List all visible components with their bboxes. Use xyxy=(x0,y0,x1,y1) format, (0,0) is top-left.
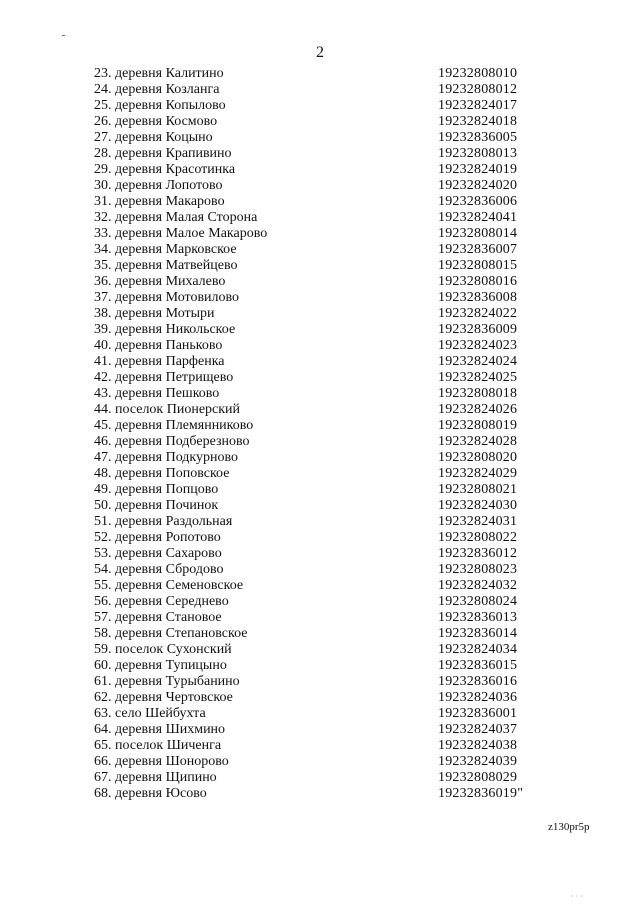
oktmo-code: 19232836013 xyxy=(438,610,518,625)
oktmo-code: 19232824017 xyxy=(438,98,518,113)
oktmo-code: 19232808024 xyxy=(438,594,518,609)
settlement-name: 37. деревня Мотовилово xyxy=(94,290,240,305)
oktmo-code: 19232808016 xyxy=(438,274,518,289)
list-item xyxy=(94,626,574,642)
list-item xyxy=(94,306,574,322)
settlement-name: 29. деревня Красотинка xyxy=(94,162,236,177)
settlement-name: 65. поселок Шиченга xyxy=(94,738,222,753)
oktmo-code: 19232824036 xyxy=(438,690,518,705)
settlement-name: 31. деревня Макарово xyxy=(94,194,225,209)
list-item xyxy=(94,754,574,770)
settlement-name: 47. деревня Подкурново xyxy=(94,450,239,465)
settlement-name: 45. деревня Племянниково xyxy=(94,418,254,433)
settlement-name: 30. деревня Лопотово xyxy=(94,178,223,193)
oktmo-code: 19232824031 xyxy=(438,514,518,529)
oktmo-code: 19232836019" xyxy=(438,786,524,801)
list-item xyxy=(94,322,574,338)
page-number: 2 xyxy=(316,44,324,61)
settlement-name: 33. деревня Малое Макарово xyxy=(94,226,268,241)
oktmo-code: 19232808014 xyxy=(438,226,518,241)
oktmo-code: 19232824038 xyxy=(438,738,518,753)
list-item xyxy=(94,146,574,162)
oktmo-code: 19232808023 xyxy=(438,562,518,577)
oktmo-code: 19232824022 xyxy=(438,306,518,321)
oktmo-code: 19232808021 xyxy=(438,482,518,497)
list-item xyxy=(94,674,574,690)
settlement-name: 56. деревня Середнево xyxy=(94,594,229,609)
list-item xyxy=(94,578,574,594)
oktmo-code: 19232808022 xyxy=(438,530,518,545)
oktmo-code: 19232836001 xyxy=(438,706,518,721)
settlement-name: 67. деревня Щипино xyxy=(94,770,217,785)
list-item xyxy=(94,594,574,610)
settlement-name: 36. деревня Михалево xyxy=(94,274,226,289)
oktmo-code: 19232808013 xyxy=(438,146,518,161)
settlement-name: 28. деревня Крапивино xyxy=(94,146,232,161)
list-item xyxy=(94,434,574,450)
oktmo-code: 19232836012 xyxy=(438,546,518,561)
oktmo-code: 19232824034 xyxy=(438,642,518,657)
settlement-name: 34. деревня Марковское xyxy=(94,242,237,257)
oktmo-code: 19232836016 xyxy=(438,674,518,689)
oktmo-code: 19232836008 xyxy=(438,290,518,305)
settlement-name: 59. поселок Сухонский xyxy=(94,642,232,657)
oktmo-code: 19232808018 xyxy=(438,386,518,401)
list-item xyxy=(94,610,574,626)
oktmo-code: 19232824024 xyxy=(438,354,518,369)
oktmo-code: 19232824041 xyxy=(438,210,518,225)
settlement-name: 24. деревня Козланга xyxy=(94,82,220,97)
list-item xyxy=(94,642,574,658)
oktmo-code: 19232824026 xyxy=(438,402,518,417)
oktmo-code: 19232824019 xyxy=(438,162,518,177)
list-item xyxy=(94,114,574,130)
list-item xyxy=(94,562,574,578)
settlement-name: 23. деревня Калитино xyxy=(94,66,224,81)
settlement-name: 66. деревня Шонорово xyxy=(94,754,229,769)
settlement-name: 40. деревня Паньково xyxy=(94,338,223,353)
settlement-name: 46. деревня Подберезново xyxy=(94,434,250,449)
list-item xyxy=(94,706,574,722)
settlement-name: 63. село Шейбухта xyxy=(94,706,206,721)
settlement-name: 54. деревня Сбродово xyxy=(94,562,224,577)
list-item xyxy=(94,450,574,466)
oktmo-code: 19232836006 xyxy=(438,194,518,209)
list-item xyxy=(94,770,574,786)
settlement-name: 68. деревня Юсово xyxy=(94,786,207,801)
settlement-name: 44. поселок Пионерский xyxy=(94,402,241,417)
settlement-name: 55. деревня Семеновское xyxy=(94,578,244,593)
settlement-name: 39. деревня Никольское xyxy=(94,322,236,337)
oktmo-code: 19232808020 xyxy=(438,450,518,465)
list-item xyxy=(94,386,574,402)
oktmo-code: 19232836007 xyxy=(438,242,518,257)
scan-mark xyxy=(62,35,65,36)
list-item xyxy=(94,242,574,258)
settlement-name: 25. деревня Копылово xyxy=(94,98,226,113)
document-code: z130pr5p xyxy=(548,821,590,833)
list-item xyxy=(94,162,574,178)
list-item xyxy=(94,210,574,226)
settlement-name: 42. деревня Петрищево xyxy=(94,370,234,385)
list-item xyxy=(94,130,574,146)
oktmo-code: 19232836014 xyxy=(438,626,518,641)
settlement-name: 43. деревня Пешково xyxy=(94,386,220,401)
list-item xyxy=(94,498,574,514)
list-item xyxy=(94,354,574,370)
oktmo-code: 19232808012 xyxy=(438,82,518,97)
list-item xyxy=(94,194,574,210)
settlement-name: 52. деревня Ропотово xyxy=(94,530,221,545)
oktmo-code: 19232824025 xyxy=(438,370,518,385)
scan-artifact: · · · xyxy=(571,892,583,901)
oktmo-code: 19232836009 xyxy=(438,322,518,337)
list-item xyxy=(94,402,574,418)
oktmo-code: 19232824030 xyxy=(438,498,518,513)
settlement-name: 53. деревня Сахарово xyxy=(94,546,222,561)
oktmo-code: 19232808010 xyxy=(438,66,518,81)
list-item xyxy=(94,82,574,98)
list-item xyxy=(94,546,574,562)
oktmo-code: 19232808015 xyxy=(438,258,518,273)
oktmo-code: 19232824020 xyxy=(438,178,518,193)
settlement-name: 58. деревня Степановское xyxy=(94,626,248,641)
list-item xyxy=(94,274,574,290)
settlement-name: 62. деревня Чертовское xyxy=(94,690,233,705)
settlement-name: 50. деревня Починок xyxy=(94,498,219,513)
oktmo-code: 19232808019 xyxy=(438,418,518,433)
list-item xyxy=(94,658,574,674)
list-item xyxy=(94,226,574,242)
oktmo-code: 19232824039 xyxy=(438,754,518,769)
list-item xyxy=(94,514,574,530)
settlement-list xyxy=(94,66,574,802)
settlement-name: 38. деревня Мотыри xyxy=(94,306,215,321)
list-item xyxy=(94,178,574,194)
list-item xyxy=(94,530,574,546)
list-item xyxy=(94,290,574,306)
settlement-name: 26. деревня Космово xyxy=(94,114,218,129)
settlement-name: 27. деревня Коцыно xyxy=(94,130,213,145)
settlement-name: 64. деревня Шихмино xyxy=(94,722,226,737)
settlement-name: 60. деревня Тупицыно xyxy=(94,658,227,673)
list-item xyxy=(94,738,574,754)
oktmo-code: 19232808029 xyxy=(438,770,518,785)
list-item xyxy=(94,418,574,434)
list-item xyxy=(94,98,574,114)
list-item xyxy=(94,690,574,706)
settlement-name: 51. деревня Раздольная xyxy=(94,514,233,529)
oktmo-code: 19232824032 xyxy=(438,578,518,593)
list-item xyxy=(94,370,574,386)
list-item xyxy=(94,466,574,482)
oktmo-code: 19232836005 xyxy=(438,130,518,145)
list-item xyxy=(94,258,574,274)
list-item xyxy=(94,482,574,498)
settlement-name: 49. деревня Попцово xyxy=(94,482,219,497)
list-item xyxy=(94,722,574,738)
settlement-name: 35. деревня Матвейцево xyxy=(94,258,238,273)
oktmo-code: 19232836015 xyxy=(438,658,518,673)
settlement-name: 48. деревня Поповское xyxy=(94,466,230,481)
list-item xyxy=(94,338,574,354)
settlement-name: 32. деревня Малая Сторона xyxy=(94,210,258,225)
list-item xyxy=(94,66,574,82)
oktmo-code: 19232824028 xyxy=(438,434,518,449)
settlement-name: 57. деревня Становое xyxy=(94,610,222,625)
oktmo-code: 19232824018 xyxy=(438,114,518,129)
oktmo-code: 19232824029 xyxy=(438,466,518,481)
settlement-name: 41. деревня Парфенка xyxy=(94,354,225,369)
list-item xyxy=(94,786,574,802)
settlement-name: 61. деревня Турыбанино xyxy=(94,674,240,689)
oktmo-code: 19232824037 xyxy=(438,722,518,737)
oktmo-code: 19232824023 xyxy=(438,338,518,353)
